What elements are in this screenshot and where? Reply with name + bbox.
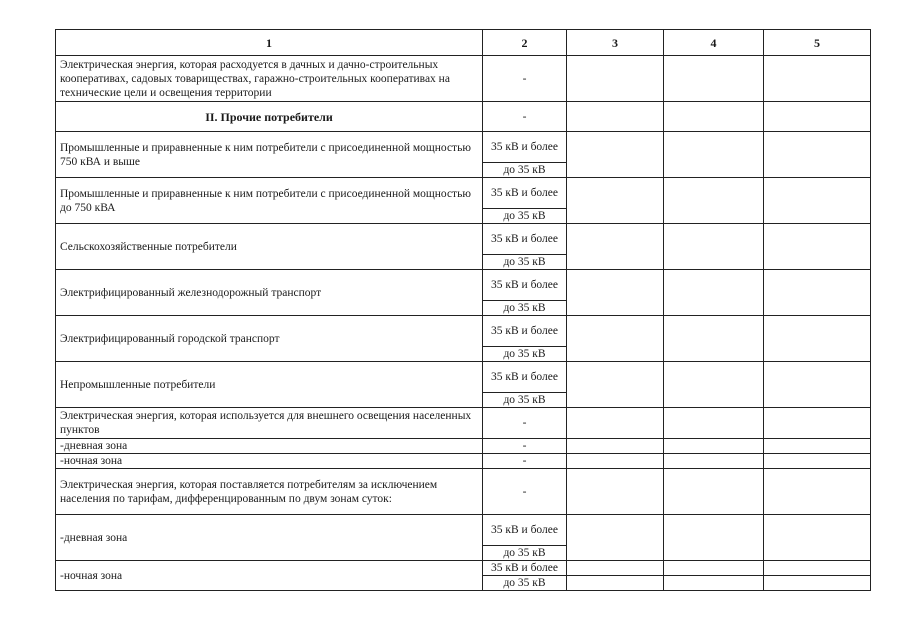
voltage-cell: 35 кВ и более	[483, 132, 567, 163]
row-label: Сельскохозяйственные потребители	[56, 224, 483, 270]
row-label: Электрифицированный городской транспорт	[56, 316, 483, 362]
row-label: Электрическая энергия, которая используется для внешнего освещения населенных пунктов	[56, 408, 483, 439]
section-title: II. Прочие потребители	[56, 102, 483, 132]
table-row	[56, 224, 871, 255]
row-label: Промышленные и приравненные к ним потребители с присоединенной мощностью 750 кВА и выше	[56, 132, 483, 178]
voltage-cell: -	[483, 469, 567, 515]
value-cell	[664, 178, 764, 224]
header-col-5: 5	[764, 30, 871, 56]
voltage-cell: до 35 кВ	[483, 576, 567, 591]
row-label: Непромышленные потребители	[56, 362, 483, 408]
table-row	[56, 56, 871, 102]
table-row	[56, 454, 871, 469]
value-cell	[764, 515, 871, 561]
row-label: Электрифицированный железнодорожный транспорт	[56, 270, 483, 316]
value-cell	[567, 408, 664, 439]
value-cell	[664, 316, 764, 362]
value-cell	[764, 454, 871, 469]
value-cell	[664, 576, 764, 591]
voltage-cell: 35 кВ и более	[483, 316, 567, 347]
voltage-cell: до 35 кВ	[483, 347, 567, 362]
table-row	[56, 316, 871, 347]
voltage-cell: до 35 кВ	[483, 209, 567, 224]
row-label: -ночная зона	[56, 454, 483, 469]
value-cell	[764, 439, 871, 454]
value-cell	[664, 132, 764, 178]
value-cell	[664, 454, 764, 469]
table-row	[56, 408, 871, 439]
value-cell	[764, 561, 871, 576]
table-row	[56, 362, 871, 393]
table-row	[56, 561, 871, 576]
value-cell	[764, 224, 871, 270]
value-cell	[764, 408, 871, 439]
voltage-cell: -	[483, 56, 567, 102]
voltage-cell: до 35 кВ	[483, 546, 567, 561]
value-cell	[664, 561, 764, 576]
table-row	[56, 439, 871, 454]
value-cell	[664, 439, 764, 454]
value-cell	[764, 102, 871, 132]
value-cell	[567, 102, 664, 132]
value-cell	[764, 576, 871, 591]
header-row	[56, 30, 871, 56]
value-cell	[664, 102, 764, 132]
voltage-cell: -	[483, 439, 567, 454]
value-cell	[567, 576, 664, 591]
value-cell	[664, 270, 764, 316]
section-row	[56, 102, 871, 132]
row-label: -дневная зона	[56, 439, 483, 454]
value-cell	[664, 362, 764, 408]
value-cell	[567, 515, 664, 561]
row-label: Электрическая энергия, которая поставляется потребителям за исключением населения по тарифам, дифференцированным по двум зонам суток:	[56, 469, 483, 515]
row-label: Промышленные и приравненные к ним потребители с присоединенной мощностью до 750 кВА	[56, 178, 483, 224]
voltage-cell: 35 кВ и более	[483, 362, 567, 393]
value-cell	[567, 561, 664, 576]
voltage-cell: 35 кВ и более	[483, 561, 567, 576]
value-cell	[664, 515, 764, 561]
tariff-table	[55, 29, 871, 591]
voltage-cell: -	[483, 102, 567, 132]
value-cell	[764, 178, 871, 224]
table-row	[56, 270, 871, 301]
value-cell	[764, 270, 871, 316]
value-cell	[664, 224, 764, 270]
value-cell	[664, 469, 764, 515]
voltage-cell: -	[483, 408, 567, 439]
voltage-cell: 35 кВ и более	[483, 270, 567, 301]
value-cell	[567, 224, 664, 270]
value-cell	[664, 56, 764, 102]
value-cell	[764, 132, 871, 178]
value-cell	[764, 56, 871, 102]
value-cell	[567, 454, 664, 469]
value-cell	[664, 408, 764, 439]
table-row	[56, 132, 871, 163]
row-label: -дневная зона	[56, 515, 483, 561]
value-cell	[567, 439, 664, 454]
voltage-cell: до 35 кВ	[483, 393, 567, 408]
voltage-cell: до 35 кВ	[483, 255, 567, 270]
voltage-cell: до 35 кВ	[483, 163, 567, 178]
row-label: Электрическая энергия, которая расходуется в дачных и дачно-строительных кооперативах, садовых товариществах, гаражно-строительных кооперативах на технические цели и освещения территории	[56, 56, 483, 102]
value-cell	[567, 56, 664, 102]
table-row	[56, 469, 871, 515]
header-col-2: 2	[483, 30, 567, 56]
header-col-3: 3	[567, 30, 664, 56]
row-label: -ночная зона	[56, 561, 483, 591]
value-cell	[567, 362, 664, 408]
table-row	[56, 515, 871, 546]
voltage-cell: 35 кВ и более	[483, 178, 567, 209]
value-cell	[567, 132, 664, 178]
value-cell	[764, 362, 871, 408]
value-cell	[567, 316, 664, 362]
header-col-4: 4	[664, 30, 764, 56]
value-cell	[567, 178, 664, 224]
value-cell	[764, 316, 871, 362]
value-cell	[567, 469, 664, 515]
header-col-1: 1	[56, 30, 483, 56]
voltage-cell: до 35 кВ	[483, 301, 567, 316]
table-row	[56, 178, 871, 209]
value-cell	[567, 270, 664, 316]
voltage-cell: 35 кВ и более	[483, 515, 567, 546]
voltage-cell: -	[483, 454, 567, 469]
voltage-cell: 35 кВ и более	[483, 224, 567, 255]
value-cell	[764, 469, 871, 515]
